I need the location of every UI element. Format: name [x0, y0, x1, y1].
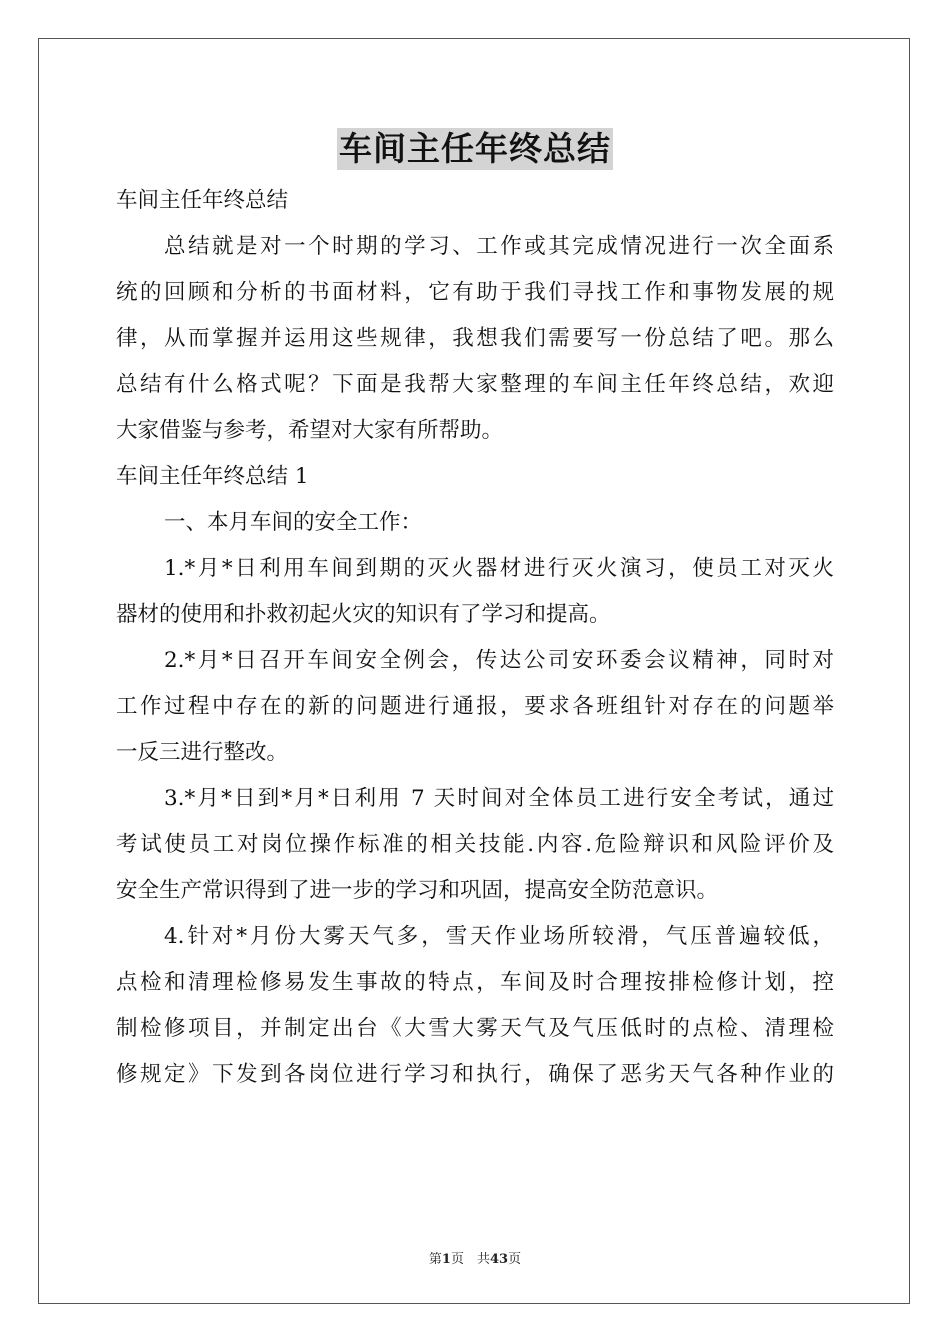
text-line: 统的回顾和分析的书面材料，它有助于我们寻找工作和事物发展的规 [116, 280, 834, 305]
text-line: 器材的使用和扑救初起火灾的知识有了学习和提高。 [116, 602, 611, 627]
document-body [116, 178, 834, 1098]
text-line: 总结有什么格式呢？下面是我帮大家整理的车间主任年终总结，欢迎 [116, 372, 834, 397]
title-container [0, 128, 950, 170]
text-line: 修规定》下发到各岗位进行学习和执行，确保了恶劣天气各种作业的 [116, 1062, 834, 1087]
page-footer [0, 1248, 950, 1267]
text-line: 4.针对*月份大雾天气多，雪天作业场所较滑，气压普遍较低， [164, 924, 834, 949]
text-line: 律，从而掌握并运用这些规律，我想我们需要写一份总结了吧。那么 [116, 326, 834, 351]
footer-page-number: 1 [441, 1252, 451, 1267]
text-line: 点检和清理检修易发生事故的特点，车间及时合理按排检修计划，控 [116, 970, 834, 995]
text-line: 一、本月车间的安全工作： [164, 510, 423, 535]
document-title: 车间主任年终总结 [339, 129, 611, 168]
footer-suffix: 页 [508, 1252, 522, 1267]
text-line: 总结就是对一个时期的学习、工作或其完成情况进行一次全面系 [164, 234, 834, 259]
text-line: 大家借鉴与参考，希望对大家有所帮助。 [116, 418, 504, 443]
text-line: 安全生产常识得到了进一步的学习和巩固，提高安全防范意识。 [116, 878, 719, 903]
text-line: 考试使员工对岗位操作标准的相关技能.内容.危险辩识和风险评价及 [116, 832, 834, 857]
text-line: 工作过程中存在的新的问题进行通报，要求各班组针对存在的问题举 [116, 694, 834, 719]
footer-middle: 页 共 [450, 1252, 490, 1267]
text-line: 2.*月*日召开车间安全例会，传达公司安环委会议精神，同时对 [164, 648, 834, 673]
text-line: 1.*月*日利用车间到期的灭火器材进行灭火演习，使员工对灭火 [164, 556, 834, 581]
footer-total-pages: 43 [489, 1252, 509, 1267]
footer-prefix: 第 [428, 1252, 442, 1267]
text-line: 一反三进行整改。 [116, 740, 289, 765]
text-line: 制检修项目，并制定出台《大雪大雾天气及气压低时的点检、清理检 [116, 1016, 834, 1041]
text-line: 车间主任年终总结 [116, 188, 289, 213]
text-line: 车间主任年终总结 1 [116, 464, 309, 489]
text-line: 3.*月*日到*月*日利用 7 天时间对全体员工进行安全考试，通过 [164, 786, 834, 811]
